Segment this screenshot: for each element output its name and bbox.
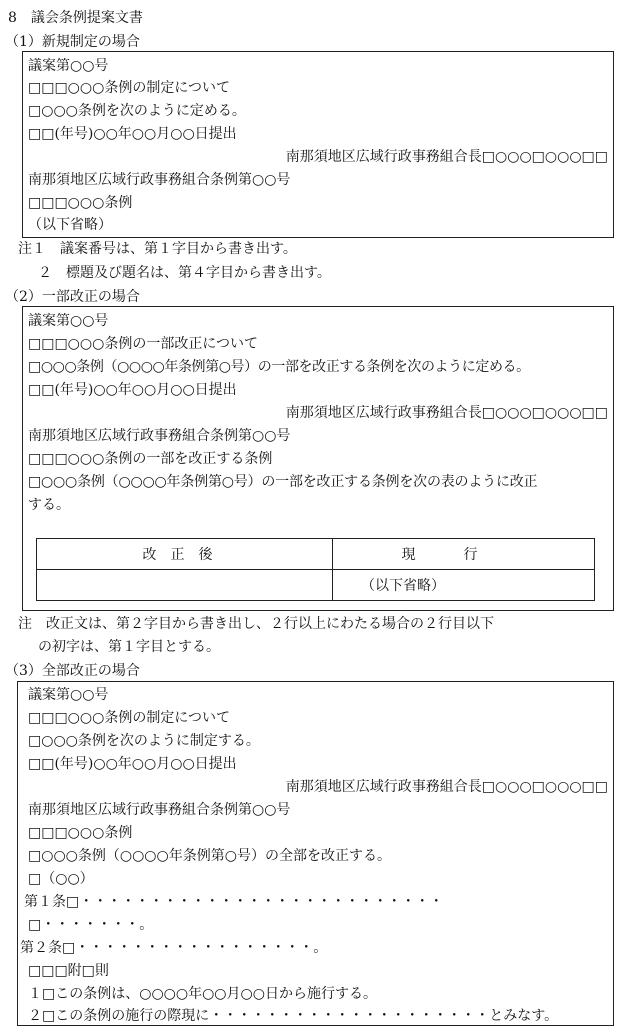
revision-table <box>36 538 595 601</box>
s2-line: 議案第○○号 <box>28 313 109 329</box>
s3-heading: （3）全部改正の場合 <box>5 663 140 679</box>
s3-line: 第２条□・・・・・・・・・・・・・・・・・。 <box>20 940 328 956</box>
s1-line: □□(年号)○○年○○月○○日提出 <box>28 126 237 142</box>
col-header-after: 改正後 <box>37 539 333 570</box>
s3-line: 議案第○○号 <box>28 687 109 703</box>
s2-line: する。 <box>28 497 70 513</box>
s2-line: □□□○○○条例の一部改正について <box>28 336 259 352</box>
s3-line: □（○○） <box>28 871 94 887</box>
section-title: 8 議会条例提案文書 <box>8 10 143 26</box>
s1-line: □□□○○○条例の制定について <box>28 80 231 96</box>
s2-note: の初字は、第１字目とする。 <box>38 639 220 655</box>
s1-line: 議案第○○号 <box>28 58 109 74</box>
s3-line: □□(年号)○○年○○月○○日提出 <box>28 756 237 772</box>
s3-line: □○○○条例（○○○○年条例第○号）の全部を改正する。 <box>28 848 391 864</box>
s3-line: □・・・・・・・。 <box>28 917 154 933</box>
s2-heading: （2）一部改正の場合 <box>5 289 140 305</box>
cell-after <box>37 570 333 601</box>
s1-note: 注１ 議案番号は、第１字目から書き出す。 <box>18 241 297 257</box>
s2-line: □□□○○○条例の一部を改正する条例 <box>28 451 273 467</box>
s3-line: 第１条□・・・・・・・・・・・・・・・・・・・・・・・・・・ <box>24 894 444 910</box>
s2-line: □○○○条例（○○○○年条例第○号）の一部を改正する条例を次のように定める。 <box>28 359 530 375</box>
s1-line: □□□○○○条例 <box>28 195 133 211</box>
s2-line: 南那須地区広域行政事務組合長□○○○□○○○□□ <box>285 405 608 421</box>
s1-heading: （1）新規制定の場合 <box>5 34 140 50</box>
s1-line: （以下省略） <box>28 217 112 233</box>
s3-line: □□□○○○条例の制定について <box>28 710 231 726</box>
s1-line: □○○○条例を次のように定める。 <box>28 103 246 119</box>
s3-line: ２□この条例の施行の際現に・・・・・・・・・・・・・・・・・・・・とみなす。 <box>28 1008 559 1024</box>
s3-line: １□この条例は、○○○○年○○月○○日から施行する。 <box>28 986 377 1002</box>
s2-note: 注 改正文は、第２字目から書き出し、２行以上にわたる場合の２行目以下 <box>18 616 494 632</box>
s1-line: 南那須地区広域行政事務組合長□○○○□○○○□□ <box>285 149 608 165</box>
s3-line: 南那須地区広域行政事務組合長□○○○□○○○□□ <box>285 779 608 795</box>
s2-line: 南那須地区広域行政事務組合条例第○○号 <box>28 428 291 444</box>
s3-line: □□□○○○条例 <box>28 825 133 841</box>
s2-line: □□(年号)○○年○○月○○日提出 <box>28 382 237 398</box>
s3-line: 南那須地区広域行政事務組合条例第○○号 <box>28 802 291 818</box>
s2-line: □○○○条例（○○○○年条例第○号）の一部を改正する条例を次の表のように改正 <box>28 474 538 490</box>
col-header-current: 現行 <box>333 539 595 570</box>
s1-line: 南那須地区広域行政事務組合条例第○○号 <box>28 172 291 188</box>
s3-line: □□□附□則 <box>28 963 109 979</box>
s3-line: □○○○条例を次のように制定する。 <box>28 733 260 749</box>
s1-note: ２ 標題及び題名は、第４字目から書き出す。 <box>38 265 331 281</box>
cell-current: （以下省略） <box>333 570 595 601</box>
